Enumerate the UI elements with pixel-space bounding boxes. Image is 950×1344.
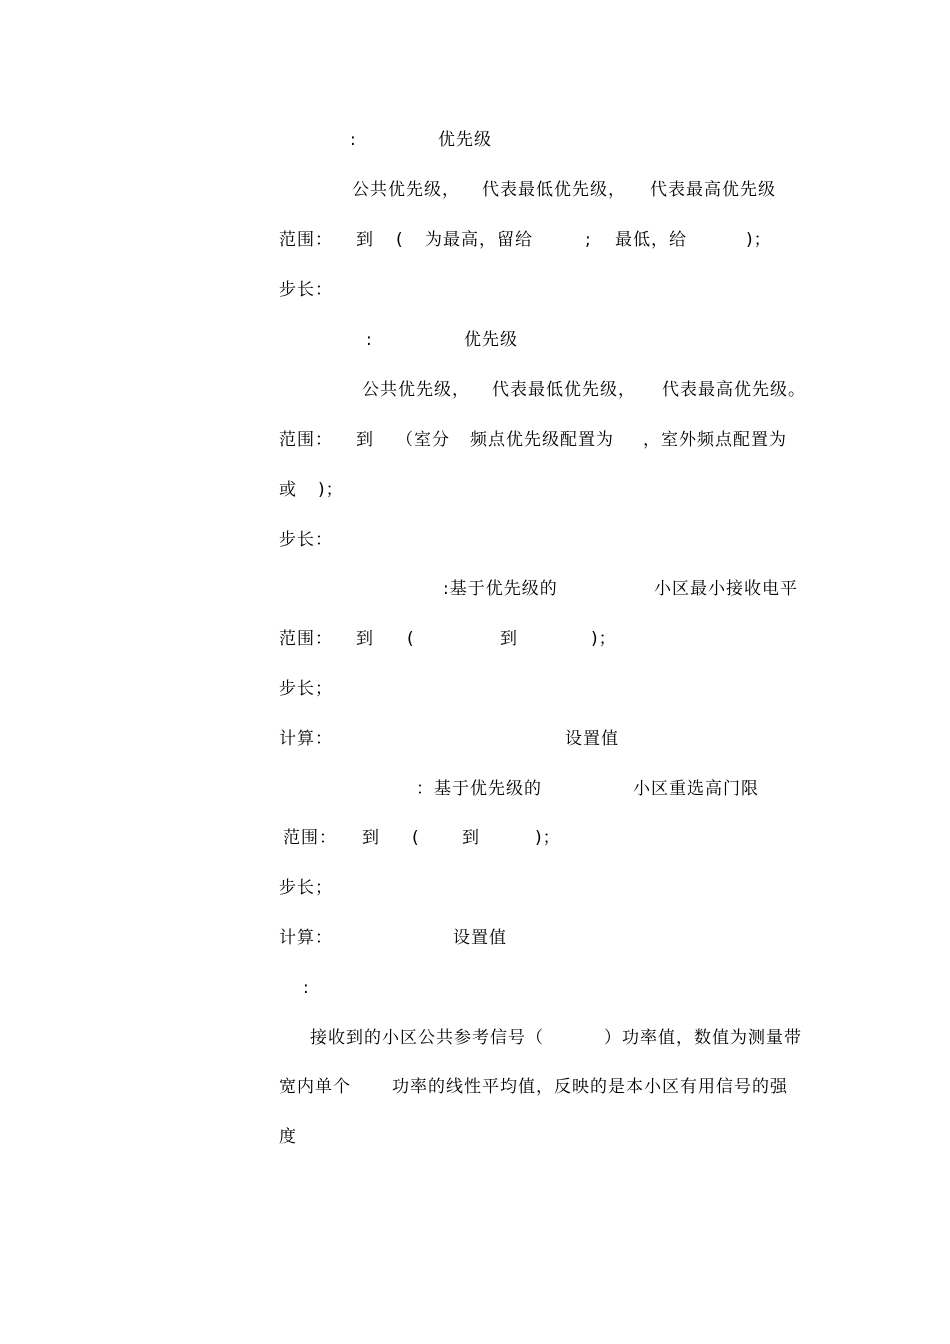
text-line-15-fragment-3: ( <box>412 828 420 848</box>
text-line-9-fragment-1: 步长： <box>279 530 333 550</box>
text-line-17-fragment-2: 设置值 <box>453 928 507 948</box>
text-line-2-fragment-3: 代表最高优先级 <box>650 180 776 200</box>
text-line-3-fragment-2: 到 <box>356 230 374 250</box>
text-line-12-fragment-1: 步长； <box>279 679 333 699</box>
text-line-13-fragment-1: 计算： <box>279 729 333 749</box>
text-line-6-fragment-1: 公共优先级， <box>362 380 470 400</box>
text-line-8-fragment-1: 或 <box>279 480 297 500</box>
text-line-15-fragment-2: 到 <box>362 828 380 848</box>
text-line-17-fragment-1: 计算： <box>279 928 333 948</box>
text-line-21-fragment-1: 度 <box>279 1127 297 1147</box>
text-line-3-fragment-5: ; <box>585 230 592 250</box>
text-line-15-fragment-4: 到 <box>462 828 480 848</box>
text-line-5-fragment-1: : <box>366 330 373 350</box>
text-line-11-fragment-2: 到 <box>356 629 374 649</box>
text-line-3-fragment-6: 最低，给 <box>615 230 687 250</box>
text-line-2-fragment-2: 代表最低优先级， <box>482 180 626 200</box>
text-line-15-fragment-1: 范围： <box>283 828 337 848</box>
text-line-7-fragment-5: ，室外频点配置为 <box>643 430 787 450</box>
text-line-7-fragment-2: 到 <box>356 430 374 450</box>
text-line-20-fragment-2: 功率的线性平均值，反映的是本小区有用信号的强 <box>392 1077 788 1097</box>
text-line-19-fragment-1: 接收到的小区公共参考信号（ <box>310 1028 544 1048</box>
text-line-7-fragment-1: 范围： <box>279 430 333 450</box>
text-line-3-fragment-7: )； <box>746 230 772 250</box>
text-line-14-fragment-2: 小区重选高门限 <box>633 779 759 799</box>
text-line-8-fragment-2: )； <box>318 480 344 500</box>
text-line-3-fragment-4: 为最高，留给 <box>425 230 533 250</box>
text-line-11-fragment-4: 到 <box>500 629 518 649</box>
text-line-7-fragment-3: （室分 <box>396 430 450 450</box>
text-line-1-fragment-2: 优先级 <box>438 130 492 150</box>
text-line-13-fragment-2: 设置值 <box>565 729 619 749</box>
text-line-11-fragment-5: )； <box>591 629 617 649</box>
text-line-15-fragment-5: )； <box>535 828 561 848</box>
text-line-7-fragment-4: 频点优先级配置为 <box>470 430 614 450</box>
text-line-4-fragment-1: 步长： <box>279 280 333 300</box>
text-line-6-fragment-2: 代表最低优先级， <box>492 380 636 400</box>
text-line-16-fragment-1: 步长； <box>279 878 333 898</box>
text-line-11-fragment-1: 范围： <box>279 629 333 649</box>
text-line-18-fragment-1: : <box>303 978 310 998</box>
text-line-19-fragment-2: ）功率值，数值为测量带 <box>604 1028 802 1048</box>
text-line-11-fragment-3: ( <box>407 629 415 649</box>
text-line-10-fragment-1: :基于优先级的 <box>443 579 558 599</box>
text-line-2-fragment-1: 公共优先级， <box>352 180 460 200</box>
text-line-1-fragment-1: : <box>350 130 357 150</box>
text-line-3-fragment-3: ( <box>396 230 404 250</box>
text-line-6-fragment-3: 代表最高优先级。 <box>662 380 806 400</box>
text-line-20-fragment-1: 宽内单个 <box>279 1077 351 1097</box>
text-line-5-fragment-2: 优先级 <box>464 330 518 350</box>
text-line-10-fragment-2: 小区最小接收电平 <box>654 579 798 599</box>
text-line-3-fragment-1: 范围： <box>279 230 333 250</box>
text-line-14-fragment-1: ：基于优先级的 <box>416 779 542 799</box>
